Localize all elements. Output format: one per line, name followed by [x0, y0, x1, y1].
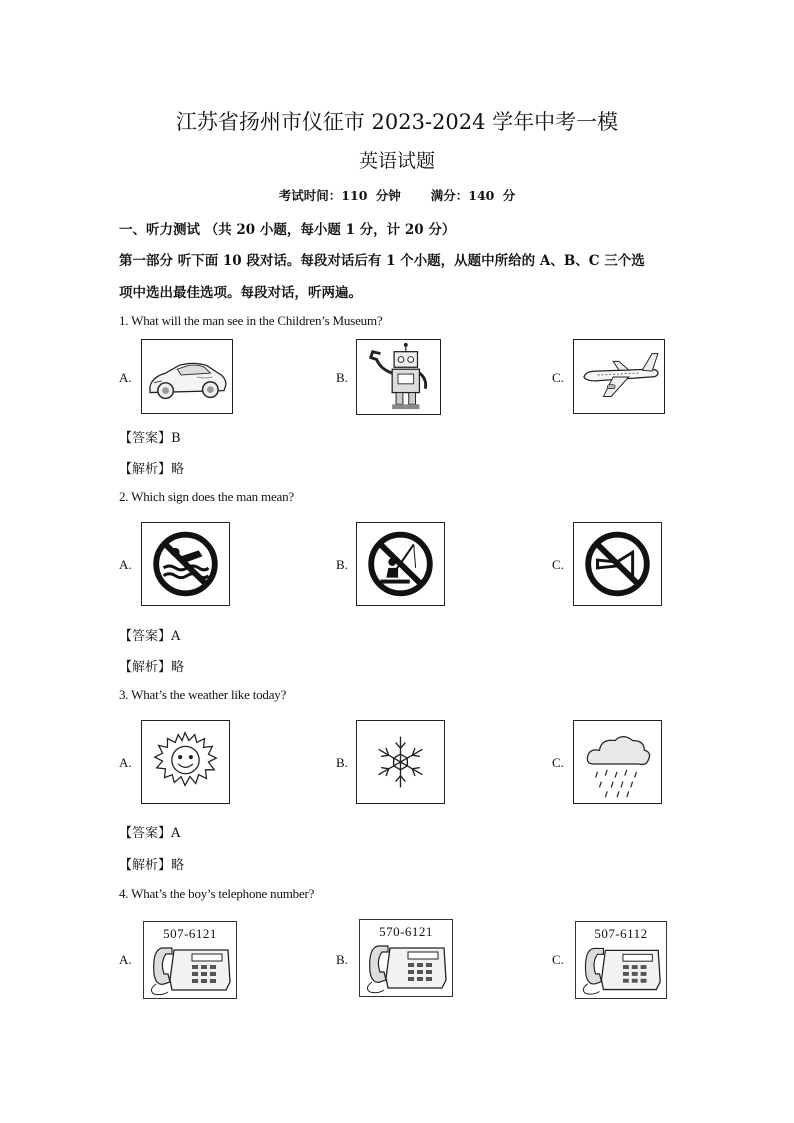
page-subtitle: 英语试题	[358, 150, 435, 172]
q1-option-c-label[interactable]: C.	[552, 370, 564, 385]
q2-option-b-label[interactable]: B.	[336, 557, 348, 572]
q4-option-b-image[interactable]	[359, 919, 453, 997]
q4-option-c-image[interactable]	[575, 921, 667, 999]
q3-analysis: 【解析】略	[119, 858, 185, 873]
q1-analysis: 【解析】略	[119, 462, 185, 477]
telephone-icon	[576, 940, 668, 998]
q1-option-b-image[interactable]	[356, 339, 441, 415]
q4-option-c-label[interactable]: C.	[552, 952, 564, 967]
question-1-text: 1. What will the man see in the Children’s Museum?	[119, 313, 383, 328]
q4-option-a-label[interactable]: A.	[119, 952, 132, 967]
section-intro-line1: 第一部分 听下面 10 段对话。每段对话后有 1 个小题，从题中所给的 A、B、C 三个选	[119, 253, 645, 269]
q4-option-b-label[interactable]: B.	[336, 952, 348, 967]
page-title: 江苏省扬州市仪征市 2023-2024 学年中考一模	[175, 110, 619, 134]
q4-option-a-image[interactable]	[143, 921, 237, 999]
q2-option-b-image[interactable]	[356, 522, 445, 606]
question-4-text: 4. What’s the boy’s telephone number?	[119, 886, 315, 901]
telephone-icon	[360, 938, 454, 996]
q4-option-a-number: 507-6121	[163, 926, 217, 941]
q3-option-c-image[interactable]	[573, 720, 662, 804]
robot-icon	[357, 340, 440, 414]
q1-option-a-label[interactable]: A.	[119, 370, 132, 385]
q2-option-c-label[interactable]: C.	[552, 557, 564, 572]
snowflake-icon	[357, 721, 444, 803]
no-fishing-icon	[357, 523, 444, 605]
q3-option-b-image[interactable]	[356, 720, 445, 804]
q3-option-a-image[interactable]	[141, 720, 230, 804]
q3-answer: 【答案】A	[119, 826, 181, 841]
q4-option-b-number: 570-6121	[379, 924, 433, 939]
section-heading: 一、听力测试 （共 20 小题，每小题 1 分，计 20 分）	[119, 222, 456, 238]
section-intro-line2: 项中选出最佳选项。每段对话，听两遍。	[119, 285, 362, 301]
q1-option-c-image[interactable]	[573, 339, 665, 414]
q4-option-c-number: 507-6112	[594, 926, 648, 941]
q2-option-a-label[interactable]: A.	[119, 557, 132, 572]
exam-score: 满分：140 分	[430, 188, 516, 203]
no-swimming-icon	[142, 523, 229, 605]
q2-option-c-image[interactable]	[573, 522, 662, 606]
telephone-icon	[144, 940, 238, 998]
q1-option-b-label[interactable]: B.	[336, 370, 348, 385]
q2-option-a-image[interactable]	[141, 522, 230, 606]
question-2-text: 2. Which sign does the man mean?	[119, 489, 294, 504]
q3-option-c-label[interactable]: C.	[552, 755, 564, 770]
car-icon	[142, 340, 232, 413]
q3-option-b-label[interactable]: B.	[336, 755, 348, 770]
question-3-text: 3. What’s the weather like today?	[119, 687, 287, 702]
q1-option-a-image[interactable]	[141, 339, 233, 414]
exam-meta	[0, 186, 794, 204]
q2-analysis: 【解析】略	[119, 660, 185, 675]
airplane-icon	[574, 340, 664, 413]
sun-icon	[142, 721, 229, 803]
exam-time: 考试时间：110 分钟	[278, 188, 401, 203]
q1-answer: 【答案】B	[119, 431, 181, 446]
rain-cloud-icon	[574, 721, 661, 803]
q2-answer: 【答案】A	[119, 629, 181, 644]
q3-option-a-label[interactable]: A.	[119, 755, 132, 770]
no-horn-icon	[574, 523, 661, 605]
